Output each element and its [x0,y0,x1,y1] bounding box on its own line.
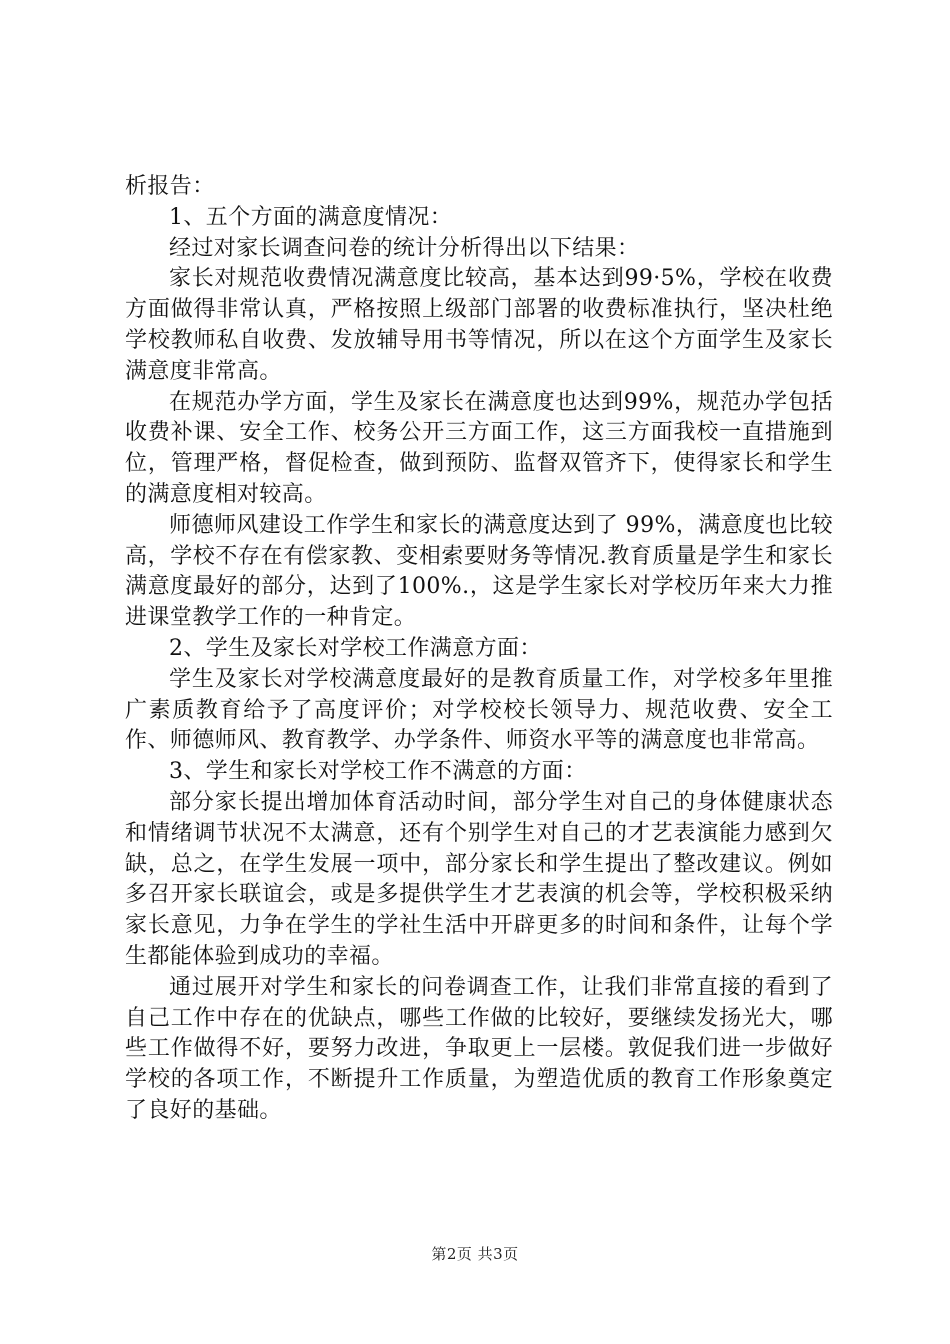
paragraph-intro: 经过对家长调查问卷的统计分析得出以下结果： [169,235,640,261]
paragraph-school-management: 在规范办学方面，学生及家长在满意度也达到99%，规范办学包括收费补课、安全工作、校务公开三方面工作，这三方面我校一直措施到位，管理严格，督促检查，做到预防、监督双管齐下，使得家长和学生的满意度相对较高。 [125,389,833,507]
paragraph-teacher-ethics: 师德师风建设工作学生和家长的满意度达到了 99%，满意度也比较高，学校不存在有偿家教、变相索要财务等情况.教育质量是学生和家长满意度最好的部分，达到了100%.，这是学生家长对学校历年来大力推进课堂教学工作的一种肯定。 [125,512,833,631]
paragraph-heading-fragment: 析报告： [125,174,215,199]
section-heading-satisfaction-overview: 1、五个方面的满意度情况： [169,204,453,230]
paragraph-satisfied-aspects: 学生及家长对学校满意度最好的是教育质量工作，对学校多年里推广素质教育给予了高度评价；对学校校长领导力、规范收费、安全工作、师德师风、教育教学、办学条件、师资水平等的满意度也非常高。 [125,666,833,754]
section-heading-satisfied-aspects: 2、学生及家长对学校工作满意方面： [169,635,542,661]
page-footer: 第2页 共3页 [431,1245,519,1263]
document-body [125,172,833,1127]
paragraph-fees: 家长对规范收费情况满意度比较高，基本达到99·5%，学校在收费方面做得非常认真，严格按照上级部门部署的收费标准执行，坚决杜绝学校教师私自收费、发放辅导用书等情况，所以在这个方面学生及家长满意度非常高。 [125,266,833,384]
paragraph-conclusion: 通过展开对学生和家长的问卷调查工作，让我们非常直接的看到了自己工作中存在的优缺点，哪些工作做的比较好，要继续发扬光大，哪些工作做得不好，要努力改进，争取更上一层楼。敦促我们进一步做好学校的各项工作，不断提升工作质量，为塑造优质的教育工作形象奠定了良好的基础。 [125,974,833,1123]
paragraph-unsatisfied-aspects: 部分家长提出增加体育活动时间，部分学生对自己的身体健康状态和情绪调节状况不太满意，还有个别学生对自己的才艺表演能力感到欠缺，总之，在学生发展一项中，部分家长和学生提出了整改建议。例如多召开家长联谊会，或是多提供学生才艺表演的机会等，学校积极采纳家长意见，力争在学生的学社生活中开辟更多的时间和条件，让每个学生都能体验到成功的幸福。 [125,789,833,969]
section-heading-unsatisfied-aspects: 3、学生和家长对学校工作不满意的方面： [169,759,587,785]
